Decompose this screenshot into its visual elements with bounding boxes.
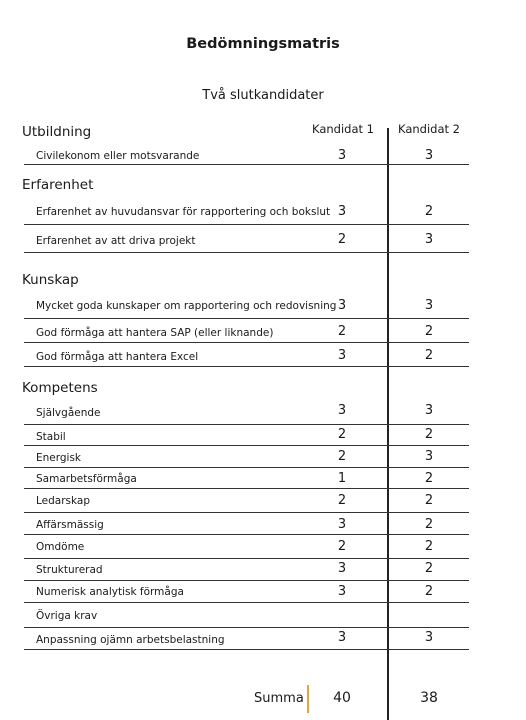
row-label: God förmåga att hantera SAP (eller liknande) [36, 327, 274, 339]
score-kandidat-1: 3 [337, 148, 347, 163]
page-subtitle: Två slutkandidater [202, 88, 324, 103]
row-label: Erfarenhet av huvudansvar för rapportering och bokslut [36, 206, 331, 218]
score-kandidat-1: 2 [337, 449, 347, 464]
section-utbildning: Utbildning [22, 124, 92, 140]
row-label: Erfarenhet av att driva projekt [36, 235, 196, 247]
summary-kandidat-2: 38 [420, 690, 438, 706]
row-label: Övriga krav [36, 610, 98, 622]
score-kandidat-1: 3 [337, 517, 347, 532]
summary-kandidat-1: 40 [333, 690, 351, 706]
row-label: Omdöme [36, 541, 85, 553]
row-label: God förmåga att hantera Excel [36, 351, 199, 363]
row-divider [24, 224, 469, 225]
row-divider [24, 580, 469, 581]
score-kandidat-1: 3 [337, 348, 347, 363]
score-kandidat-1: 2 [337, 232, 347, 247]
row-divider [24, 488, 469, 489]
row-label: Energisk [36, 452, 82, 464]
row-divider [24, 424, 469, 425]
score-kandidat-2: 3 [424, 232, 434, 247]
row-divider [24, 512, 469, 513]
summary-accent-bar [307, 685, 309, 713]
score-kandidat-2: 3 [424, 403, 434, 418]
page-title: Bedömningsmatris [186, 36, 340, 52]
score-kandidat-1: 2 [337, 427, 347, 442]
score-kandidat-1: 3 [337, 561, 347, 576]
section-erfarenhet: Erfarenhet [22, 177, 94, 193]
row-divider [24, 602, 469, 603]
score-kandidat-1: 3 [337, 630, 347, 645]
score-kandidat-2: 3 [424, 298, 434, 313]
score-kandidat-1: 3 [337, 403, 347, 418]
score-kandidat-1: 3 [337, 584, 347, 599]
score-kandidat-1: 3 [337, 298, 347, 313]
score-kandidat-2: 3 [424, 148, 434, 163]
score-kandidat-2: 2 [424, 324, 434, 339]
row-divider [24, 342, 469, 343]
score-kandidat-2: 2 [424, 493, 434, 508]
row-label: Stabil [36, 431, 66, 443]
row-label: Strukturerad [36, 564, 103, 576]
row-divider [24, 467, 469, 468]
score-kandidat-2: 3 [424, 449, 434, 464]
score-kandidat-2: 2 [424, 584, 434, 599]
score-kandidat-2: 2 [424, 517, 434, 532]
row-divider [24, 252, 469, 253]
score-kandidat-2: 2 [424, 471, 434, 486]
row-divider [24, 627, 469, 628]
row-label: Självgående [36, 407, 101, 419]
summary-label: Summa [254, 691, 304, 706]
row-label: Samarbetsförmåga [36, 473, 137, 485]
row-label: Anpassning ojämn arbetsbelastning [36, 634, 225, 646]
score-kandidat-1: 2 [337, 493, 347, 508]
row-divider [24, 558, 469, 559]
section-kunskap: Kunskap [22, 272, 79, 288]
score-kandidat-2: 3 [424, 630, 434, 645]
score-kandidat-2: 2 [424, 539, 434, 554]
score-kandidat-1: 3 [337, 204, 347, 219]
column-header-kandidat-2: Kandidat 2 [398, 122, 460, 136]
row-label: Ledarskap [36, 495, 91, 507]
score-kandidat-2: 2 [424, 348, 434, 363]
row-divider [24, 164, 469, 165]
row-label: Numerisk analytisk förmåga [36, 586, 184, 598]
score-kandidat-1: 2 [337, 539, 347, 554]
row-label: Mycket goda kunskaper om rapportering och redovisning [36, 300, 337, 312]
row-divider [24, 318, 469, 319]
score-kandidat-2: 2 [424, 427, 434, 442]
column-header-kandidat-1: Kandidat 1 [312, 122, 374, 136]
row-divider [24, 649, 469, 650]
row-divider [24, 445, 469, 446]
score-kandidat-1: 2 [337, 324, 347, 339]
row-divider [24, 366, 469, 367]
score-kandidat-2: 2 [424, 204, 434, 219]
score-kandidat-1: 1 [337, 471, 347, 486]
row-label: Affärsmässig [36, 519, 104, 531]
section-kompetens: Kompetens [22, 380, 98, 396]
score-kandidat-2: 2 [424, 561, 434, 576]
row-label: Civilekonom eller motsvarande [36, 150, 200, 162]
row-divider [24, 534, 469, 535]
